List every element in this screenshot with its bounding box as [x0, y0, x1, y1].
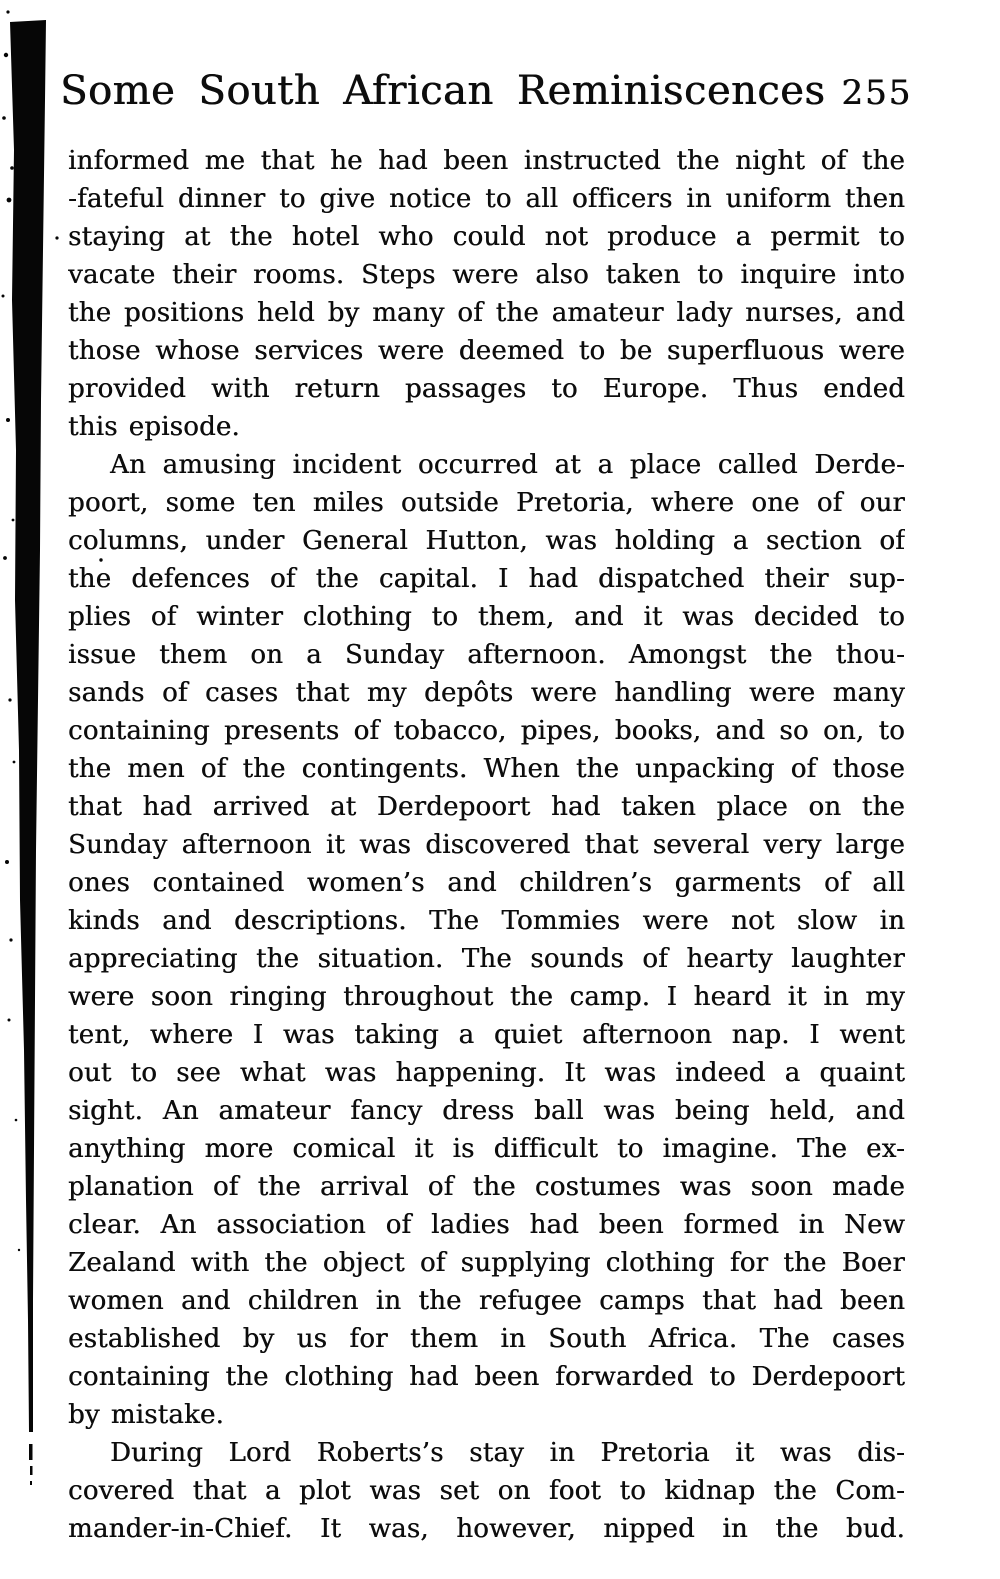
- page-number: 255: [841, 73, 913, 113]
- text-line: Sunday afternoon it was discovered that several very large: [68, 830, 905, 860]
- text-line: vacate their rooms. Steps were also taken to inquire into: [68, 260, 905, 290]
- text-line: the positions held by many of the amateur lady nurses, and: [68, 298, 905, 328]
- text-line: issue them on a Sunday afternoon. Amongst the thou-: [68, 640, 905, 670]
- text-line: sight. An amateur fancy dress ball was being held, and: [68, 1096, 905, 1126]
- text-line: that had arrived at Derdepoort had taken place on the: [68, 792, 905, 822]
- text-line: staying at the hotel who could not produce a permit to: [68, 222, 905, 252]
- text-line: plies of winter clothing to them, and it was decided to: [68, 602, 905, 632]
- text-line: -fateful dinner to give notice to all officers in uniform then: [68, 184, 905, 214]
- text-line: ones contained women’s and children’s garments of all: [68, 868, 905, 898]
- text-line: those whose services were deemed to be superfluous were: [68, 336, 905, 366]
- text-line: out to see what was happening. It was indeed a quaint: [68, 1058, 905, 1088]
- text-line: containing the clothing had been forwarded to Derdepoort: [68, 1362, 905, 1392]
- text-line: Zealand with the object of supplying clothing for the Boer: [68, 1248, 905, 1278]
- text-line: mander-in-Chief. It was, however, nipped in the bud.: [68, 1514, 905, 1544]
- chapter-title: Some South African Reminiscences: [60, 68, 826, 114]
- text-line: women and children in the refugee camps that had been: [68, 1286, 905, 1316]
- text-line: the men of the contingents. When the unpacking of those: [68, 754, 905, 784]
- text-line: tent, where I was taking a quiet afternoon nap. I went: [68, 1020, 905, 1050]
- body-text: [68, 142, 905, 1548]
- text-line: by mistake.: [68, 1400, 224, 1430]
- text-line: sands of cases that my depôts were handling were many: [68, 678, 905, 708]
- text-line: covered that a plot was set on foot to kidnap the Com-: [68, 1476, 905, 1506]
- text-line: containing presents of tobacco, pipes, books, and so on, to: [68, 716, 905, 746]
- text-line: poort, some ten miles outside Pretoria, where one of our: [68, 488, 905, 518]
- text-line: provided with return passages to Europe. Thus ended: [68, 374, 905, 404]
- text-line: During Lord Roberts’s stay in Pretoria it was dis-: [110, 1438, 905, 1468]
- text-line: the defences of the capital. I had dispatched their sup-: [68, 564, 905, 594]
- text-line: were soon ringing throughout the camp. I heard it in my: [68, 982, 905, 1012]
- text-line: this episode.: [68, 412, 240, 442]
- running-head: [60, 68, 912, 114]
- text-line: kinds and descriptions. The Tommies were not slow in: [68, 906, 905, 936]
- text-line: established by us for them in South Africa. The cases: [68, 1324, 905, 1354]
- text-line: appreciating the situation. The sounds of hearty laughter: [68, 944, 905, 974]
- text-line: informed me that he had been instructed the night of the: [68, 146, 905, 176]
- text-line: anything more comical it is difficult to imagine. The ex-: [68, 1134, 905, 1164]
- text-line: planation of the arrival of the costumes was soon made: [68, 1172, 905, 1202]
- text-line: columns, under General Hutton, was holding a section of: [68, 526, 905, 556]
- text-line: An amusing incident occurred at a place called Derde-: [110, 450, 905, 480]
- text-line: clear. An association of ladies had been formed in New: [68, 1210, 905, 1240]
